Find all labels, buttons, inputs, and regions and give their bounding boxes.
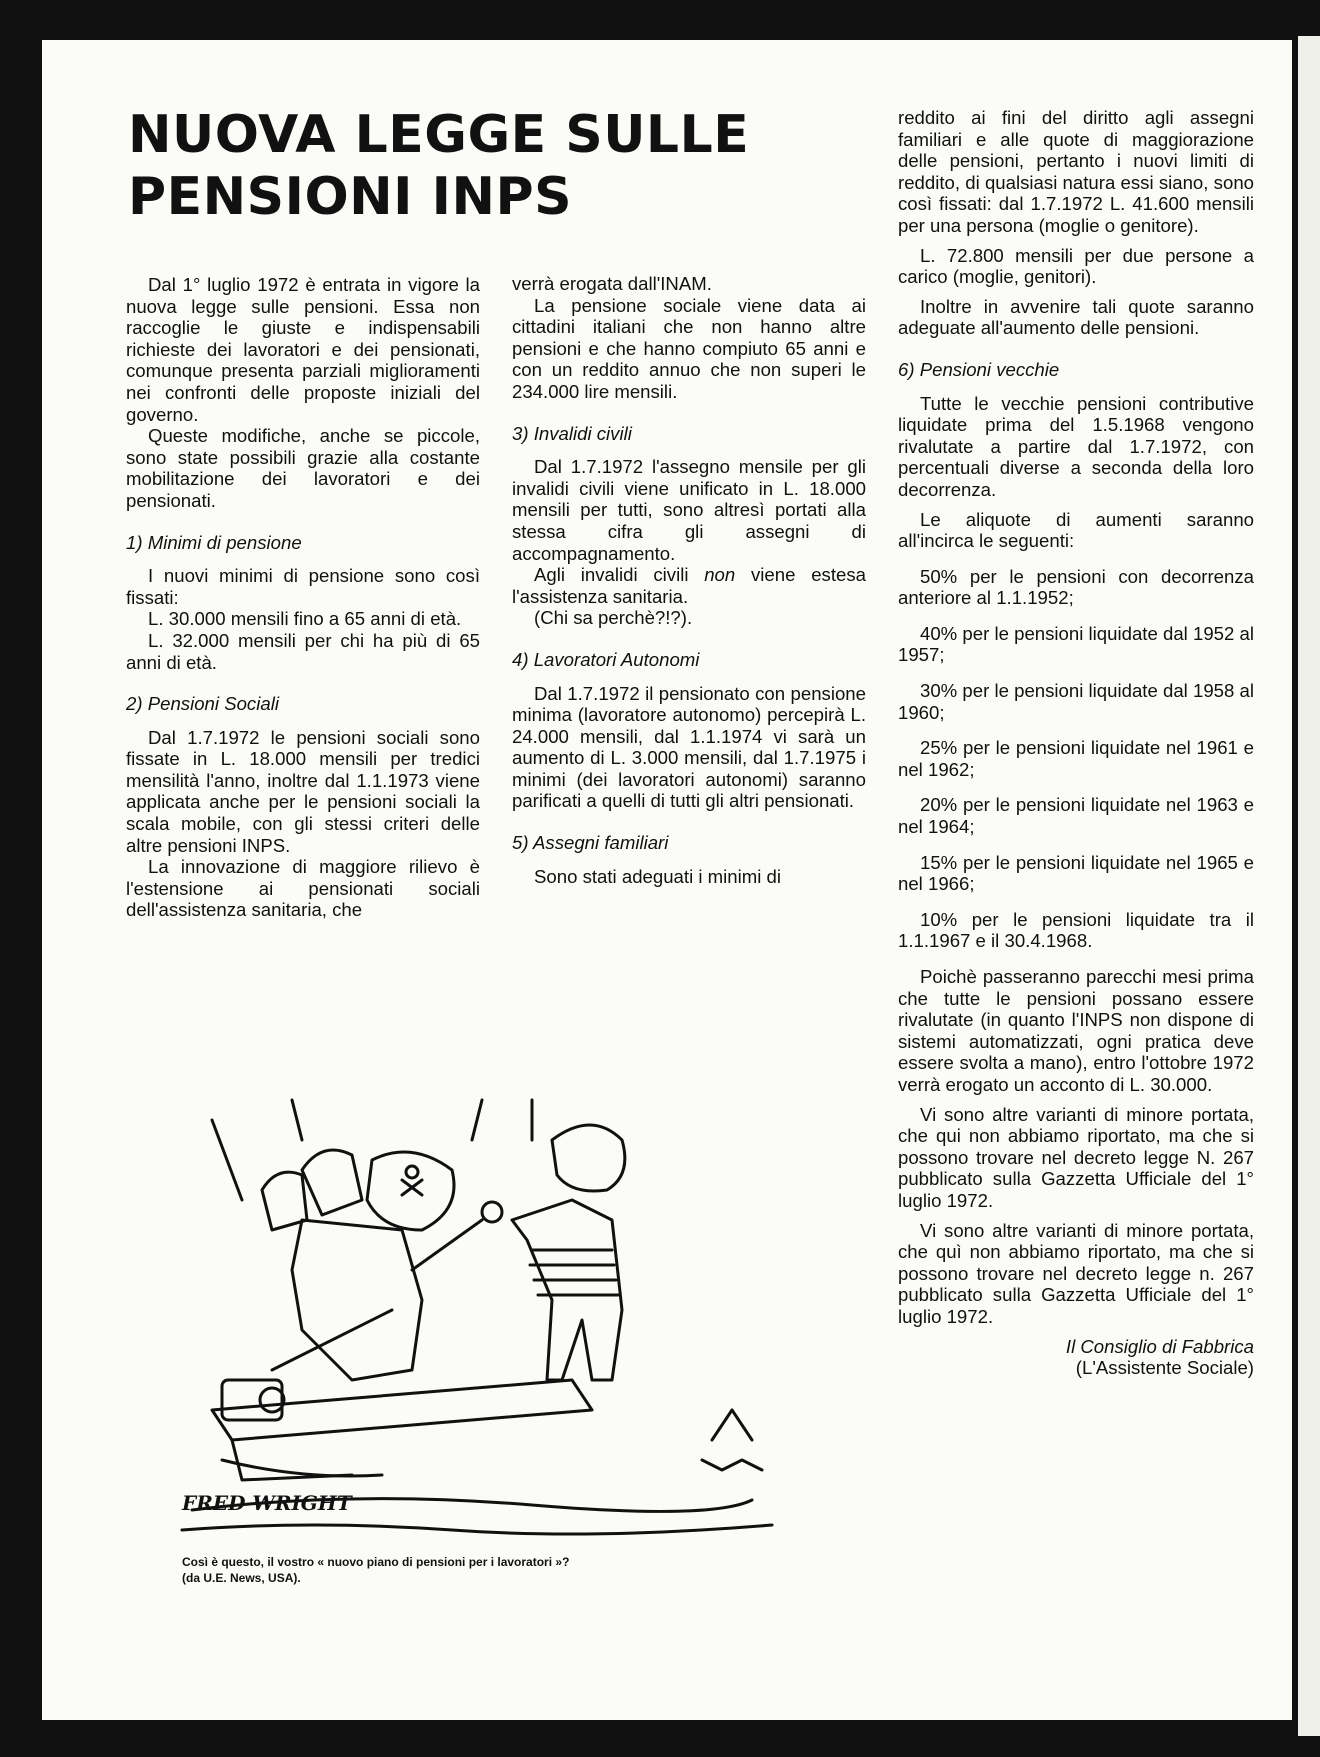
text-run: Agli invalidi civili [534,564,705,586]
column-3 [898,107,1254,1379]
rate-item: 15% per le pensioni liquidate nel 1965 e nel 1966; [898,851,1254,895]
rate-item: 50% per le pensioni con decorrenza anteriore al 1.1.1952; [898,565,1254,609]
section-heading: 3) Invalidi civili [512,422,632,444]
section-heading: 4) Lavoratori Autonomi [512,648,700,670]
page-edge [1298,36,1320,1736]
paragraph: Dal 1.7.1972 l'assegno mensile per gli invalidi civili viene unificato in L. 18.000 mensili per tutti, sono altresì portati alla stessa cifra gli assegni di accompagnamento. [512,456,866,564]
paragraph: Dal 1.7.1972 le pensioni sociali sono fissate in L. 18.000 mensili per tredici mensilità l'anno, inoltre dal 1.1.1973 viene applicata anche per le pensioni sociali la scala mobile, con gli stessi criteri delle altre pensioni INPS. [126,726,480,856]
emphasis-text: non [704,564,736,586]
paragraph: Vi sono altre varianti di minore portata, che quì non abbiamo riportato, ma che si possono trovare nel decreto legge n. 267 pubblicato sulla Gazzetta Ufficiale del 1° luglio 1972. [898,1219,1254,1327]
paragraph: Dal 1.7.1972 il pensionato con pensione minima (lavoratore autonomo) percepirà L. 24.000 mensili, dal 1.1.1974 vi sarà un aumento di L. 3.000 mensili, dal 1.7.1975 i minimi (dei lavoratori autonomi) saranno parificati a quelli di tutti gli altri pensionati. [512,682,866,812]
paragraph: Vi sono altre varianti di minore portata, che qui non abbiamo riportato, ma che si possono trovare nel decreto legge N. 267 pubblicato sulla Gazzetta Ufficiale del 1° luglio 1972. [898,1103,1254,1211]
document-page [42,40,1292,1720]
paragraph: L. 32.000 mensili per chi ha più di 65 anni di età. [126,629,480,673]
rate-item: 40% per le pensioni liquidate dal 1952 al 1957; [898,622,1254,666]
caption-source: (da U.E. News, USA). [182,1571,301,1585]
paragraph: Dal 1° luglio 1972 è entrata in vigore la nuova legge sulle pensioni. Essa non raccoglie le giuste e indispensabili richieste dei lavoratori e dei pensionati, comunque presenta parziali miglioramenti nei confronti delle proposte iniziali del governo. [126,274,480,425]
section-heading: 6) Pensioni vecchie [898,358,1060,380]
caption-line: Così è questo, il vostro « nuovo piano di pensioni per i lavoratori »? [182,1555,570,1569]
rate-item: 20% per le pensioni liquidate nel 1963 e nel 1964; [898,794,1254,838]
paragraph: Inoltre in avvenire tali quote saranno adeguate all'aumento delle pensioni. [898,295,1254,339]
section-heading: 2) Pensioni Sociali [126,693,279,715]
paragraph: verrà erogata dall'INAM. [512,273,712,294]
paragraph: La innovazione di maggiore rilievo è l'estensione ai pensionati sociali dell'assistenza sanitaria, che [126,856,480,921]
paragraph: L. 72.800 mensili per due persone a carico (moglie, genitori). [898,244,1254,288]
paragraph: La pensione sociale viene data ai cittadini italiani che non hanno altre pensioni e che hanno compiuto 65 anni e con un reddito annuo che non superi le 234.000 lire mensili. [512,294,866,402]
paragraph: Poichè passeranno parecchi mesi prima che tutte le pensioni possano essere rivalutate (in quanto l'INPS non dispone di sistemi automatizzati, ogni pratica deve essere svolta a mano), entro l'ottobre 1972 verrà erogato un acconto di L. 30.000. [898,966,1254,1095]
paragraph: I nuovi minimi di pensione sono così fissati: [126,565,480,608]
cartoon-caption [182,1554,782,1586]
paragraph: Tutte le vecchie pensioni contributive liquidate prima del 1.5.1968 vengono rivalutate a partire dal 1.7.1972, con percentuali diverse a seconda della loro decorrenza. [898,392,1254,500]
paragraph: (Chi sa perchè?!?). [534,607,693,629]
paragraph: Queste modifiche, anche se piccole, sono state possibili grazie alla costante mobilitazione dei lavoratori e dei pensionati. [126,425,480,511]
paragraph [512,564,866,607]
paragraph: L. 30.000 mensili fino a 65 anni di età. [148,608,462,630]
column-2 [512,273,866,887]
paragraph: reddito ai fini del diritto agli assegni familiari e alle quote di maggiorazione delle pensioni, pertanto i nuovi limiti di reddito, di qualsiasi natura essi siano, sono così fissati: dal 1.7.1972 L. 41.600 mensili per una persona (moglie o genitore). [898,107,1254,236]
rate-item: 30% per le pensioni liquidate dal 1958 al 1960; [898,680,1254,723]
signature-council: Il Consiglio di Fabbrica [1065,1335,1254,1357]
article-title: NUOVA LEGGE SULLE PENSIONI INPS [128,105,750,227]
section-heading: 1) Minimi di pensione [126,531,302,553]
signature-social-worker: (L'Assistente Sociale) [1075,1357,1254,1379]
rate-item: 25% per le pensioni liquidate nel 1961 e nel 1962; [898,737,1254,780]
text-run: viene estesa l'assistenza sanitaria. [512,564,866,607]
cartoon-signature: FRED WRIGHT [182,1491,352,1515]
column-1 [126,274,480,921]
section-heading: 5) Assegni familiari [512,832,669,854]
paragraph: Le aliquote di aumenti saranno all'incirca le seguenti: [898,508,1254,552]
paragraph: Sono stati adeguati i minimi di [534,865,782,887]
pirate-cartoon-illustration [152,1080,792,1550]
rate-item: 10% per le pensioni liquidate tra il 1.1.1967 e il 30.4.1968. [898,908,1254,952]
